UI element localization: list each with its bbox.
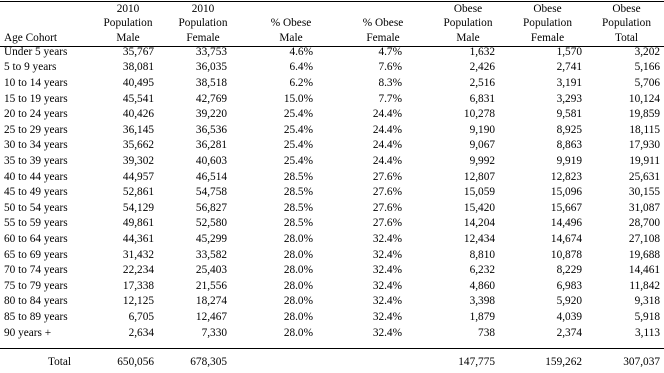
header-cell: 2010	[191, 3, 215, 15]
header-cell	[336, 2, 430, 16]
total-row	[0, 351, 664, 373]
value-cell: 36,035	[195, 61, 227, 74]
value-cell: 54,758	[195, 186, 227, 199]
value-cell: 19,859	[628, 108, 660, 121]
value-cell: 5,920	[556, 295, 582, 308]
header-line	[0, 31, 664, 45]
header-cell: Obese	[453, 3, 483, 15]
value-cell: 17,338	[122, 279, 154, 292]
value-cell: 25.4%	[283, 108, 313, 121]
value-cell: 44,361	[122, 233, 154, 246]
table-row	[0, 170, 664, 186]
value-cell: 24.4%	[372, 155, 402, 168]
table-row	[0, 232, 664, 248]
age-cohort-cell: 55 to 59 years	[4, 217, 68, 230]
header-cell	[246, 2, 336, 16]
header-cell: Male	[279, 31, 303, 44]
header-cell: Female	[186, 31, 220, 44]
value-cell: 12,434	[463, 233, 495, 246]
value-cell: 19,911	[629, 155, 660, 168]
total-value-cell: 147,775	[458, 356, 495, 369]
value-cell: 6,983	[556, 279, 582, 292]
header-cell: Total	[614, 31, 639, 44]
header-cell: Population	[443, 17, 493, 30]
value-cell: 6,831	[469, 92, 495, 105]
value-cell: 40,495	[122, 77, 154, 90]
age-cohort-cell: 90 years +	[4, 326, 52, 339]
header-age-cohort	[0, 2, 96, 16]
table-row	[0, 60, 664, 76]
age-cohort-cell: 35 to 39 years	[4, 155, 68, 168]
value-cell: 15.0%	[283, 92, 313, 105]
value-cell: 9,067	[469, 139, 495, 152]
value-cell: 9,992	[469, 155, 495, 168]
value-cell: 25,403	[195, 264, 227, 277]
value-cell: 25,631	[628, 170, 660, 183]
value-cell: 14,461	[628, 264, 660, 277]
header-cell: Population	[178, 17, 228, 30]
value-cell: 28.0%	[283, 233, 313, 246]
value-cell: 7.6%	[378, 61, 402, 74]
table-row	[0, 310, 664, 326]
table-row	[0, 92, 664, 108]
value-cell: 14,674	[550, 233, 582, 246]
value-cell: 52,580	[195, 217, 227, 230]
value-cell: 22,234	[122, 264, 154, 277]
age-cohort-cell: 75 to 79 years	[4, 279, 68, 292]
table-body	[0, 45, 664, 373]
value-cell: 1,632	[469, 45, 495, 58]
age-cohort-cell: 85 to 89 years	[4, 310, 68, 323]
value-cell: 49,861	[122, 217, 154, 230]
total-value-cell: 678,305	[190, 356, 227, 369]
table-row	[0, 123, 664, 139]
total-value-cell	[246, 351, 336, 373]
value-cell: 32.4%	[372, 295, 402, 308]
table-row	[0, 248, 664, 264]
total-value-cell	[336, 351, 430, 373]
value-cell: 8,925	[556, 123, 582, 136]
value-cell: 52,861	[122, 186, 154, 199]
value-cell: 3,293	[556, 92, 582, 105]
value-cell: 28,700	[628, 217, 660, 230]
age-cohort-cell: 25 to 29 years	[4, 123, 68, 136]
header-cell: Population	[103, 17, 153, 30]
header-age-cohort	[0, 16, 96, 30]
value-cell: 7,330	[201, 326, 227, 339]
value-cell: 19,688	[628, 248, 660, 261]
value-cell: 1,570	[556, 45, 582, 58]
total-label: Total	[48, 356, 72, 369]
value-cell: 4,039	[556, 310, 582, 323]
value-cell: 28.0%	[283, 295, 313, 308]
value-cell: 35,662	[122, 139, 154, 152]
value-cell: 3,191	[556, 77, 582, 90]
table-row	[0, 154, 664, 170]
age-cohort-cell: 80 to 84 years	[4, 295, 68, 308]
age-cohort-cell: 50 to 54 years	[4, 201, 68, 214]
value-cell: 32.4%	[372, 264, 402, 277]
value-cell: 2,634	[128, 326, 154, 339]
value-cell: 27.6%	[372, 186, 402, 199]
value-cell: 45,299	[195, 233, 227, 246]
value-cell: 28.5%	[283, 217, 313, 230]
value-cell: 32.4%	[372, 279, 402, 292]
value-cell: 28.0%	[283, 264, 313, 277]
value-cell: 40,603	[195, 155, 227, 168]
value-cell: 32.4%	[372, 310, 402, 323]
value-cell: 33,582	[195, 248, 227, 261]
value-cell: 28.5%	[283, 201, 313, 214]
age-cohort-cell: Under 5 years	[4, 45, 68, 58]
age-cohort-cell: 60 to 64 years	[4, 233, 68, 246]
value-cell: 4.6%	[289, 45, 313, 58]
value-cell: 14,204	[463, 217, 495, 230]
value-cell: 10,878	[550, 248, 582, 261]
value-cell: 36,536	[195, 123, 227, 136]
value-cell: 36,145	[122, 123, 154, 136]
value-cell: 6.4%	[289, 61, 313, 74]
value-cell: 9,919	[556, 155, 582, 168]
table-row	[0, 279, 664, 295]
value-cell: 36,281	[195, 139, 227, 152]
total-value-cell: 159,262	[545, 356, 582, 369]
total-value-cell: 307,037	[623, 356, 660, 369]
value-cell: 6,232	[469, 264, 495, 277]
value-cell: 15,420	[463, 201, 495, 214]
age-cohort-cell: 45 to 49 years	[4, 186, 68, 199]
value-cell: 42,769	[195, 92, 227, 105]
value-cell: 4.7%	[378, 45, 402, 58]
age-cohort-cell: 15 to 19 years	[4, 92, 68, 105]
value-cell: 12,467	[195, 310, 227, 323]
value-cell: 11,842	[629, 279, 660, 292]
value-cell: 28.0%	[283, 279, 313, 292]
header-cell: Obese	[612, 3, 641, 15]
value-cell: 31,087	[628, 201, 660, 214]
header-cell: Female	[530, 31, 565, 44]
value-cell: 25.4%	[283, 123, 313, 136]
table-row	[0, 76, 664, 92]
value-cell: 5,706	[634, 77, 660, 90]
value-cell: 10,278	[463, 108, 495, 121]
table-row	[0, 294, 664, 310]
value-cell: 35,767	[122, 45, 154, 58]
value-cell: 8.3%	[378, 77, 402, 90]
value-cell: 24.4%	[372, 139, 402, 152]
header-cell: Female	[366, 31, 400, 44]
value-cell: 5,166	[634, 61, 660, 74]
value-cell: 33,753	[195, 45, 227, 58]
spacer-row	[0, 341, 664, 351]
value-cell: 39,220	[195, 108, 227, 121]
spacer-cell	[0, 341, 664, 351]
value-cell: 27.6%	[372, 170, 402, 183]
value-cell: 28.5%	[283, 170, 313, 183]
age-cohort-cell: 70 to 74 years	[4, 264, 68, 277]
value-cell: 2,374	[556, 326, 582, 339]
value-cell: 5,918	[634, 310, 660, 323]
obesity-by-age-table	[0, 2, 664, 373]
header-cell: Population	[523, 17, 572, 30]
value-cell: 46,514	[195, 170, 227, 183]
value-cell: 54,129	[122, 201, 154, 214]
value-cell: 3,202	[634, 45, 660, 58]
header-cell: % Obese	[270, 17, 312, 30]
header-cell: Male	[116, 31, 140, 44]
value-cell: 1,879	[469, 310, 495, 323]
header-cell: Obese	[533, 3, 562, 15]
value-cell: 15,059	[463, 186, 495, 199]
value-cell: 28.0%	[283, 248, 313, 261]
value-cell: 12,823	[550, 170, 582, 183]
total-value-cell: 650,056	[117, 356, 154, 369]
value-cell: 32.4%	[372, 326, 402, 339]
value-cell: 3,113	[635, 326, 660, 339]
value-cell: 38,081	[122, 61, 154, 74]
value-cell: 9,581	[556, 108, 582, 121]
header-line	[0, 16, 664, 30]
value-cell: 40,426	[122, 108, 154, 121]
value-cell: 9,318	[634, 295, 660, 308]
value-cell: 24.4%	[372, 108, 402, 121]
value-cell: 30,155	[628, 186, 660, 199]
value-cell: 28.0%	[283, 310, 313, 323]
value-cell: 2,516	[469, 77, 495, 90]
value-cell: 4,860	[469, 279, 495, 292]
table-header	[0, 2, 664, 45]
value-cell: 18,274	[195, 295, 227, 308]
value-cell: 56,827	[195, 201, 227, 214]
value-cell: 27.6%	[372, 217, 402, 230]
value-cell: 7.7%	[378, 92, 402, 105]
header-cell: Population	[602, 17, 651, 30]
value-cell: 15,096	[550, 186, 582, 199]
value-cell: 8,810	[469, 248, 495, 261]
table-row	[0, 201, 664, 217]
value-cell: 3,398	[469, 295, 495, 308]
value-cell: 31,432	[122, 248, 154, 261]
age-cohort-cell: 20 to 24 years	[4, 108, 68, 121]
value-cell: 27.6%	[372, 201, 402, 214]
value-cell: 38,518	[195, 77, 227, 90]
table-row	[0, 138, 664, 154]
age-cohort-cell: 30 to 34 years	[4, 139, 68, 152]
header-age-cohort: Age Cohort	[4, 31, 58, 44]
value-cell: 44,957	[122, 170, 154, 183]
age-cohort-cell: 5 to 9 years	[4, 61, 57, 74]
value-cell: 32.4%	[372, 248, 402, 261]
value-cell: 2,741	[556, 61, 582, 74]
value-cell: 8,863	[556, 139, 582, 152]
header-cell: 2010	[116, 3, 140, 15]
header-cell: % Obese	[362, 17, 404, 30]
value-cell: 24.4%	[372, 123, 402, 136]
value-cell: 12,807	[463, 170, 495, 183]
age-cohort-cell: 65 to 69 years	[4, 248, 68, 261]
value-cell: 27,108	[628, 233, 660, 246]
table-row	[0, 216, 664, 232]
value-cell: 12,125	[122, 295, 154, 308]
value-cell: 25.4%	[283, 155, 313, 168]
age-cohort-cell: 40 to 44 years	[4, 170, 68, 183]
table-row	[0, 107, 664, 123]
value-cell: 25.4%	[283, 139, 313, 152]
value-cell: 21,556	[195, 279, 227, 292]
value-cell: 6,705	[128, 310, 154, 323]
value-cell: 14,496	[550, 217, 582, 230]
table-row	[0, 263, 664, 279]
value-cell: 32.4%	[372, 233, 402, 246]
header-line	[0, 2, 664, 16]
value-cell: 2,426	[469, 61, 495, 74]
value-cell: 28.5%	[283, 186, 313, 199]
value-cell: 28.0%	[283, 326, 313, 339]
table-row	[0, 326, 664, 342]
value-cell: 18,115	[629, 123, 660, 136]
value-cell: 8,229	[556, 264, 582, 277]
value-cell: 10,124	[628, 92, 660, 105]
table-row	[0, 45, 664, 61]
value-cell: 39,302	[122, 155, 154, 168]
value-cell: 738	[478, 326, 495, 339]
value-cell: 6.2%	[289, 77, 313, 90]
value-cell: 17,930	[628, 139, 660, 152]
age-cohort-cell: 10 to 14 years	[4, 77, 68, 90]
table-row	[0, 185, 664, 201]
value-cell: 9,190	[469, 123, 495, 136]
value-cell: 15,667	[550, 201, 582, 214]
header-cell: Male	[456, 31, 480, 44]
value-cell: 45,541	[122, 92, 154, 105]
